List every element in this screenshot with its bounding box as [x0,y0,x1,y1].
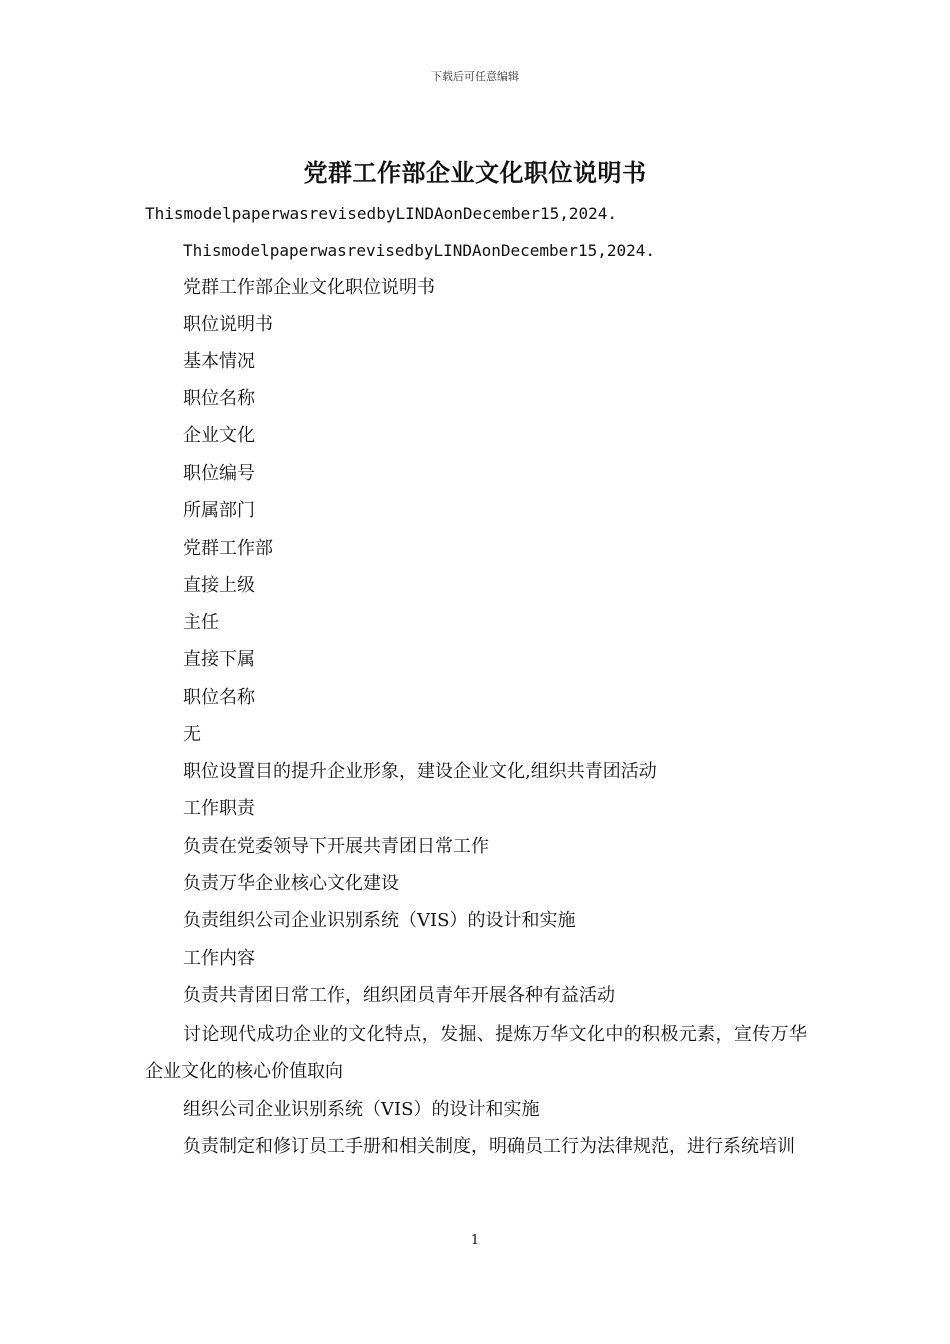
body-line: 工作职责 [183,798,255,819]
body-line: 负责组织公司企业识别系统（VIS）的设计和实施 [183,910,576,931]
body-line: 直接下属 [183,649,255,670]
document-title: 党群工作部企业文化职位说明书 [303,158,647,187]
body-line: 基本情况 [183,351,255,372]
body-line: 党群工作部 [183,538,273,559]
body-line: 负责在党委领导下开展共青团日常工作 [183,836,489,857]
revision-line-1: ThismodelpaperwasrevisedbyLINDAonDecember15,2024. [145,204,618,223]
body-line: 企业文化 [183,425,255,446]
revision-line-2: ThismodelpaperwasrevisedbyLINDAonDecember15,2024. [183,241,656,260]
body-line: 工作内容 [183,948,255,969]
body-line: 所属部门 [183,500,255,521]
body-line: 职位名称 [183,388,255,409]
body-line: 党群工作部企业文化职位说明书 [183,277,435,298]
body-paragraph: 负责制定和修订员工手册和相关制度，明确员工行为法律规范，进行系统培训 [183,1136,795,1157]
body-line: 主任 [183,612,219,633]
body-line: 负责万华企业核心文化建设 [183,873,399,894]
body-line: 职位名称 [183,687,255,708]
body-line: 直接上级 [183,575,255,596]
body-line: 职位编号 [183,463,255,484]
body-paragraph: 组织公司企业识别系统（VIS）的设计和实施 [183,1099,540,1120]
body-line: 职位设置目的提升企业形象，建设企业文化,组织共青团活动 [183,761,657,782]
body-paragraph: 讨论现代成功企业的文化特点，发掘、提炼万华文化中的积极元素，宣传万华企业文化的核心价值取向 [145,1024,807,1082]
page-number: 1 [470,1233,480,1248]
body-line: 负责共青团日常工作，组织团员青年开展各种有益活动 [183,985,615,1006]
header-note: 下载后可任意编辑 [431,70,519,83]
body-line: 职位说明书 [183,314,273,335]
body-line: 无 [183,724,201,745]
